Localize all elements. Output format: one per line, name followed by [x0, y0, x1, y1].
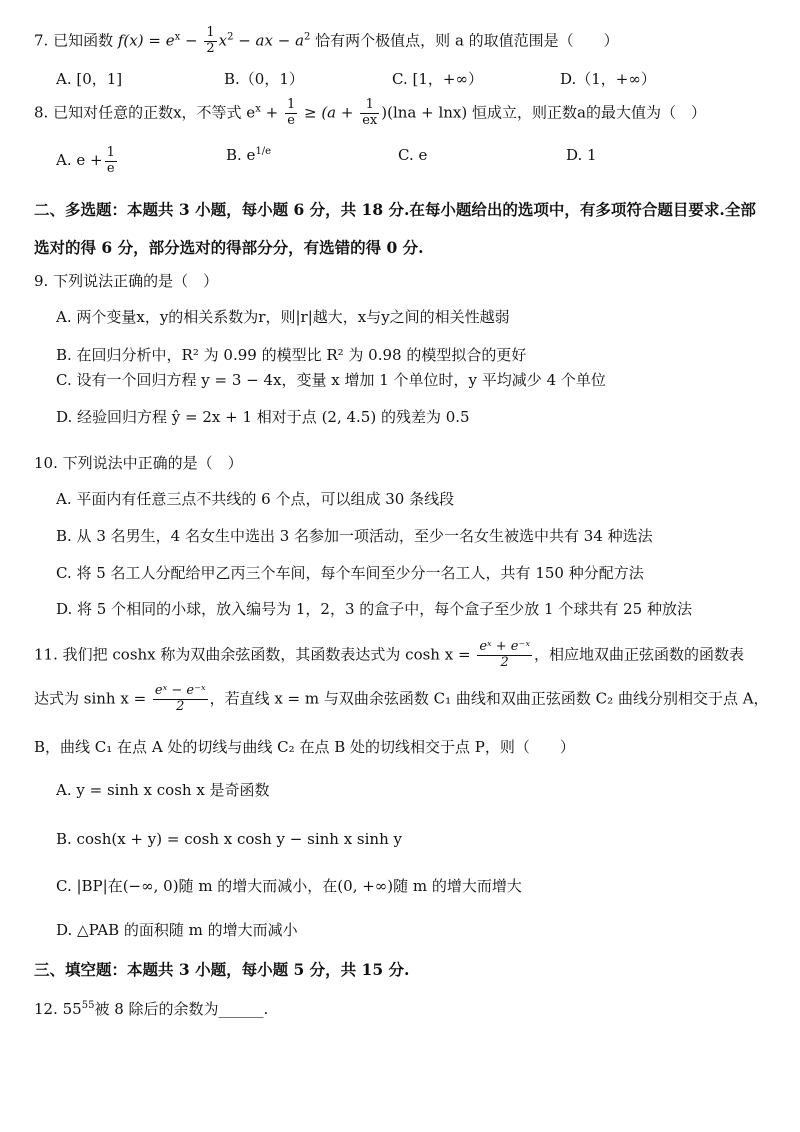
- q8-frac1-num: 1: [286, 98, 296, 112]
- q11-sinh-fraction: [153, 684, 208, 715]
- q7-half-num: 1: [206, 26, 215, 40]
- question-11-line-2: [34, 684, 800, 715]
- q8-stem-a: 8. 已知对任意的正数x，不等式 e: [34, 103, 256, 122]
- question-8-options: [56, 146, 800, 177]
- q7-half-den: 2: [206, 40, 215, 56]
- q9-option-d: D. 经验回归方程 ŷ = 2x + 1 相对于点 (2, 4.5) 的残差为 0.5: [56, 408, 470, 426]
- q7-stem-a: 7. 已知函数: [34, 31, 114, 50]
- q11-sinh-num: eˣ − e⁻ˣ: [154, 684, 206, 698]
- question-7-stem: [34, 26, 800, 57]
- q7-option-d: D.（1，+∞）: [560, 70, 656, 88]
- question-11-line-3: B，曲线 C₁ 在点 A 处的切线与曲线 C₂ 在点 B 处的切线相交于点 P，则（ ）: [34, 738, 575, 756]
- q8-option-b-label: B. e: [226, 146, 256, 164]
- q11-option-a: A. y = sinh x cosh x 是奇函数: [56, 781, 270, 799]
- q11-sinh-den: 2: [176, 698, 185, 714]
- section-3-heading: 三、填空题：本题共 3 小题，每小题 5 分，共 15 分.: [34, 960, 410, 979]
- q12-exponent: 55: [81, 1000, 95, 1011]
- q11-option-c: C. |BP|在(−∞, 0)随 m 的增大而减小，在(0, +∞)随 m 的增大而增大: [56, 877, 522, 895]
- q8-paren: )(lna + lnx): [381, 103, 468, 122]
- q7-a-exp: 2: [304, 31, 311, 43]
- q8-frac2: [360, 98, 379, 129]
- q8-plus: +: [260, 103, 283, 122]
- q8-option-c: C. e: [398, 146, 428, 164]
- q7-minus: −: [180, 31, 203, 50]
- q11-line2-tail: ，若直线 x = m 与双曲余弦函数 C₁ 曲线和双曲正弦函数 C₂ 曲线分别相交于点 A，: [209, 689, 769, 708]
- q8-stem-b: 恒成立，则正数a的最大值为（ ）: [467, 103, 706, 122]
- question-9-stem: 9. 下列说法正确的是（ ）: [34, 272, 219, 290]
- question-8-stem: [34, 98, 800, 129]
- q8-option-a-num: 1: [106, 146, 115, 160]
- q8-ge: ≥ (a +: [299, 103, 359, 122]
- q12-text: 被 8 除后的余数为______.: [94, 1000, 269, 1018]
- section-2-heading: 二、多选题：本题共 3 小题，每小题 6 分，共 18 分.在每小题给出的选项中，有多项符合题目要求.全部: [34, 200, 756, 219]
- q9-option-a: A. 两个变量x，y的相关系数为r，则|r|越大，x与y之间的相关性越弱: [56, 308, 510, 326]
- q8-option-a-label: A. e +: [56, 151, 103, 170]
- q11-line2-text: 达式为 sinh x =: [34, 689, 151, 708]
- q9-option-c: C. 设有一个回归方程 y = 3 − 4x，变量 x 增加 1 个单位时，y 平均减少 4 个单位: [56, 371, 606, 389]
- question-11-line-1: [34, 640, 800, 671]
- q7-rest: − ax − a: [233, 31, 305, 50]
- q7-fx-exp: x: [174, 31, 181, 43]
- q7-option-a: A. [0，1]: [56, 70, 123, 88]
- q8-option-b-exp: 1/e: [255, 146, 272, 157]
- q8-option-d: D. 1: [566, 146, 597, 164]
- q11-cosh-fraction: [477, 640, 532, 671]
- q7-half-fraction: [204, 26, 216, 57]
- q10-option-c: C. 将 5 名工人分配给甲乙丙三个车间，每个车间至少分一名工人，共有 150 种分配方法: [56, 564, 644, 582]
- q9-option-b: B. 在回归分析中，R² 为 0.99 的模型比 R² 为 0.98 的模型拟合的更好: [56, 346, 527, 364]
- q8-option-a: [56, 146, 226, 177]
- q12-base: 12. 55: [34, 1000, 82, 1018]
- q8-option-b: [226, 146, 398, 177]
- q8-frac1: [285, 98, 297, 129]
- q10-option-b: B. 从 3 名男生，4 名女生中选出 3 名参加一项活动，至少一名女生被选中共有 34 种选法: [56, 527, 653, 545]
- q10-option-a: A. 平面内有任意三点不共线的 6 个点，可以组成 30 条线段: [56, 490, 455, 508]
- q11-line1-tail: ，相应地双曲正弦函数的函数表: [533, 645, 744, 664]
- q11-cosh-den: 2: [500, 654, 509, 670]
- q7-stem-b: 恰有两个极值点，则 a 的取值范围是（ ）: [315, 31, 619, 50]
- q7-option-c: C. [1，+∞）: [392, 70, 483, 88]
- q8-option-a-den: e: [106, 160, 115, 176]
- q11-option-b: B. cosh(x + y) = cosh x cosh y − sinh x sinh y: [56, 830, 402, 848]
- question-7-options: [56, 70, 800, 89]
- q11-cosh-num: eˣ + e⁻ˣ: [479, 640, 530, 654]
- question-10-stem: 10. 下列说法中正确的是（ ）: [34, 454, 243, 472]
- q8-ex-exp: x: [255, 103, 261, 115]
- q7-fx: f(x) = e: [117, 31, 175, 50]
- q10-option-d: D. 将 5 个相同的小球，放入编号为 1，2，3 的盒子中，每个盒子至少放 1 个球共有 25 种放法: [56, 600, 692, 618]
- q8-frac1-den: e: [287, 112, 295, 128]
- q11-line1-text: 11. 我们把 coshx 称为双曲余弦函数，其函数表达式为 cosh x =: [34, 645, 476, 664]
- q7-x2-exp: 2: [227, 31, 234, 43]
- question-12: [34, 1000, 800, 1019]
- q8-option-a-frac: [105, 146, 117, 177]
- q7-option-b: B.（0，1）: [224, 70, 304, 88]
- section-2-rules: 选对的得 6 分，部分选对的得部分分，有选错的得 0 分.: [34, 238, 424, 257]
- q8-frac2-den: ex: [362, 112, 378, 128]
- q8-frac2-num: 1: [360, 98, 379, 114]
- q7-x2: x: [218, 31, 228, 50]
- q11-option-d: D. △PAB 的面积随 m 的增大而减小: [56, 921, 298, 939]
